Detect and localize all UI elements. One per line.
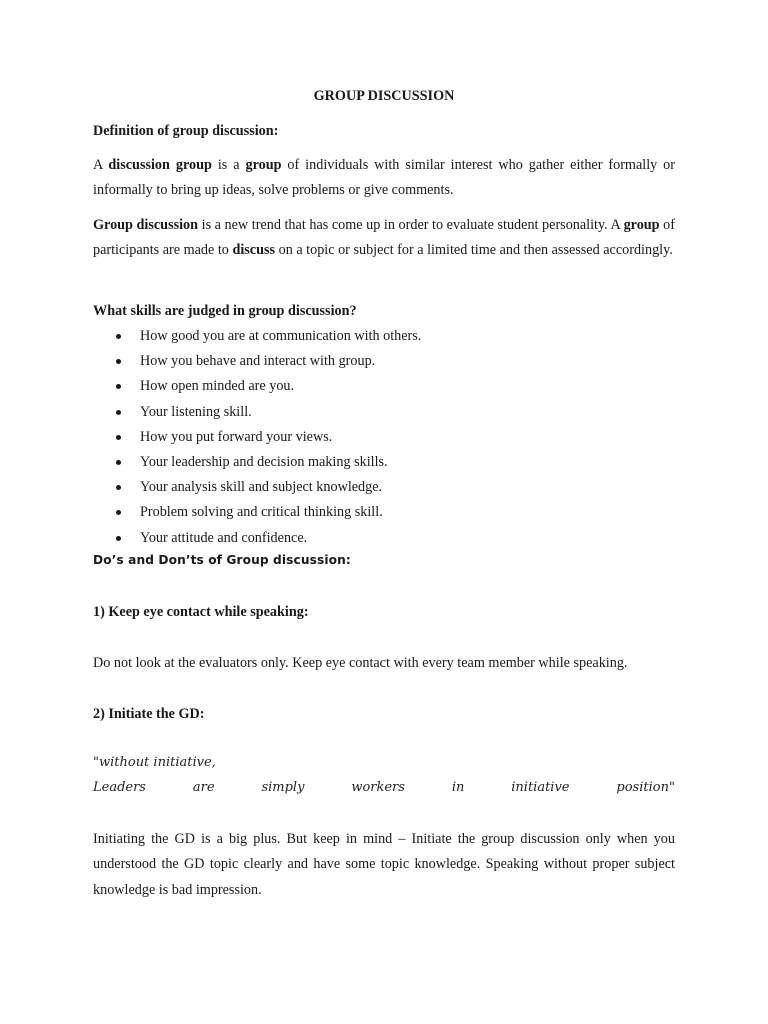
quote-word: are [192, 780, 215, 795]
bold-term: discuss [232, 242, 276, 259]
point1-heading: 1) Keep eye contact while speaking: [93, 604, 309, 620]
quote-word: Leaders [93, 780, 146, 795]
quote-word: simply [261, 780, 305, 795]
definition-paragraph-1 [93, 153, 675, 204]
bullet-icon [116, 334, 121, 339]
quote-line-1: "without initiative, [93, 755, 216, 770]
bullet-icon [116, 435, 121, 440]
list-item [93, 350, 421, 375]
bullet-icon [116, 485, 121, 490]
text-run: is a new trend that has come up in order to evaluate student personality. A [198, 217, 624, 233]
bold-term: Group discussion [93, 217, 199, 233]
skills-list [93, 325, 421, 552]
definition-heading: Definition of group discussion: [93, 123, 279, 139]
quote-word: workers [351, 780, 405, 795]
list-item [93, 476, 421, 501]
bold-term: group [245, 157, 282, 173]
list-item [93, 426, 421, 451]
list-item-text: Your attitude and confidence. [140, 529, 308, 546]
bold-term: group [623, 217, 660, 233]
document-title: GROUP DISCUSSION [313, 88, 455, 104]
list-item [93, 527, 421, 552]
list-item [93, 375, 421, 400]
point1-text: Do not look at the evaluators only. Keep eye contact with every team member while speaking. [93, 655, 628, 671]
point2-heading: 2) Initiate the GD: [93, 706, 205, 722]
bullet-icon [116, 510, 121, 515]
quote-word: in [451, 780, 465, 795]
bullet-icon [116, 359, 121, 364]
quote-line-2 [93, 780, 675, 795]
bullet-icon [116, 536, 121, 541]
list-item [93, 401, 421, 426]
list-item-text: Your leadership and decision making skills. [140, 453, 388, 470]
list-item [93, 501, 421, 526]
text-run: A [93, 157, 109, 173]
quote-word: initiative [511, 780, 570, 795]
text-run: of participants are made to [93, 217, 675, 259]
list-item-text: Problem solving and critical thinking skill. [140, 504, 383, 521]
skills-heading: What skills are judged in group discussion? [93, 303, 357, 319]
list-item [93, 325, 421, 350]
bullet-icon [116, 384, 121, 389]
list-item [93, 451, 421, 476]
quote-word: position" [616, 780, 675, 795]
list-item-text: How good you are at communication with others. [140, 328, 422, 344]
list-item-text: Your listening skill. [140, 403, 252, 420]
bold-term: discussion group [108, 157, 212, 173]
definition-paragraph-2 [93, 213, 675, 264]
point2-text: Initiating the GD is a big plus. But keep in mind – Initiate the group discussion only when you understood the GD topic clearly and have some topic knowledge. Speaking without proper subject knowledge is bad impression. [93, 831, 675, 898]
list-item-text: How you put forward your views. [140, 428, 333, 445]
bullet-icon [116, 460, 121, 465]
bullet-icon [116, 410, 121, 415]
text-run: is a [211, 157, 246, 173]
list-item-text: How you behave and interact with group. [140, 353, 376, 370]
list-item-text: How open minded are you. [140, 378, 295, 395]
text-run: on a topic or subject for a limited time and then assessed accordingly. [275, 242, 673, 259]
dos-donts-heading: Do’s and Don’ts of Group discussion: [93, 553, 351, 567]
list-item-text: Your analysis skill and subject knowledge. [140, 479, 383, 496]
text-run: of individuals with similar interest who gather either formally or informally to bring up ideas, solve problems or give comments. [93, 157, 675, 199]
